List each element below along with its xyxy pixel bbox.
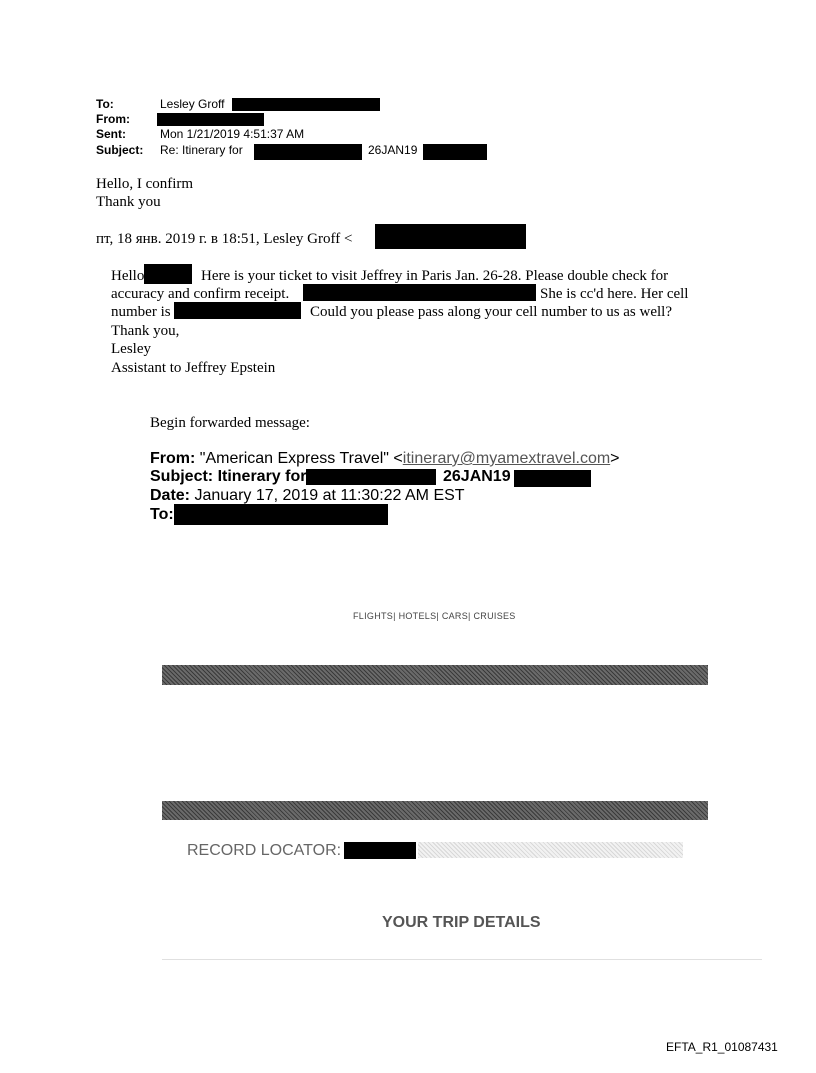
forward-date-value: January 17, 2019 at 11:30:22 AM EST [194,487,465,504]
forward-date-label: Date: [150,487,191,504]
forward-date-line [150,487,465,505]
redaction-box [254,144,362,160]
nav-cars[interactable]: CARS [441,611,469,621]
sent-label: Sent: [96,127,126,141]
quoted-line-1: Here is your ticket to visit Jeffrey in Paris Jan. 26-28. Please double check for [201,268,669,284]
record-locator-placeholder [418,842,683,858]
redaction-box [514,470,591,487]
forward-from-line [150,450,620,468]
redaction-box [174,302,301,319]
banner-image-placeholder [162,665,708,685]
redaction-box [303,284,536,301]
forward-begin: Begin forwarded message: [150,415,310,431]
subject-prefix: Re: Itinerary for [160,143,243,157]
quote-intro: пт, 18 янв. 2019 г. в 18:51, Lesley Groff < [96,231,353,247]
quoted-signature-title: Assistant to Jeffrey Epstein [111,360,276,376]
forward-from-email[interactable]: itinerary@myamextravel.com [402,450,611,467]
forward-from-name: "American Express Travel" < [199,450,403,467]
divider [162,959,762,960]
forward-subject-date: 26JAN19 [443,468,511,485]
subject-label: Subject: [96,143,144,157]
subject-date: 26JAN19 [368,143,418,157]
redaction-box [232,98,380,111]
redaction-box [174,504,388,525]
quoted-line-2b: She is cc'd here. Her cell [540,286,689,302]
redaction-box [144,264,192,284]
sent-value: Mon 1/21/2019 4:51:37 AM [160,127,305,141]
forward-to-label: To: [150,506,174,523]
redaction-box [344,842,416,859]
nav-cruises[interactable]: CRUISES [473,611,516,621]
forward-subject-line [150,468,306,486]
nav-flights[interactable]: FLIGHTS [353,611,394,621]
quoted-thanks: Thank you, [111,323,180,339]
reply-line-2: Thank you [96,194,161,210]
redaction-box [375,224,526,249]
quoted-signature-name: Lesley [111,341,151,357]
banner-image-placeholder [162,801,708,820]
forward-subject-label: Subject: Itinerary for [150,468,307,485]
quoted-line-3a: number is [111,304,171,320]
quoted-line-3b: Could you please pass along your cell number to us as well? [310,304,673,320]
quoted-hello: Hello [111,268,145,284]
reply-line-1: Hello, I confirm [96,176,194,192]
forward-from-close: > [610,450,620,467]
redaction-box [157,113,264,126]
nav-hotels[interactable]: HOTELS [398,611,437,621]
forward-from-label: From: [150,450,196,467]
to-label: To: [96,97,114,111]
record-locator-label: RECORD LOCATOR: [187,842,342,859]
quoted-line-2a: accuracy and confirm receipt. [111,286,290,302]
to-value: Lesley Groff [160,97,225,111]
redaction-box [423,144,487,160]
trip-details-title: YOUR TRIP DETAILS [382,914,541,931]
travel-nav: FLIGHTS| HOTELS| CARS| CRUISES [353,611,516,621]
from-label: From: [96,112,130,126]
document-id: EFTA_R1_01087431 [666,1040,778,1054]
redaction-box [306,469,436,485]
